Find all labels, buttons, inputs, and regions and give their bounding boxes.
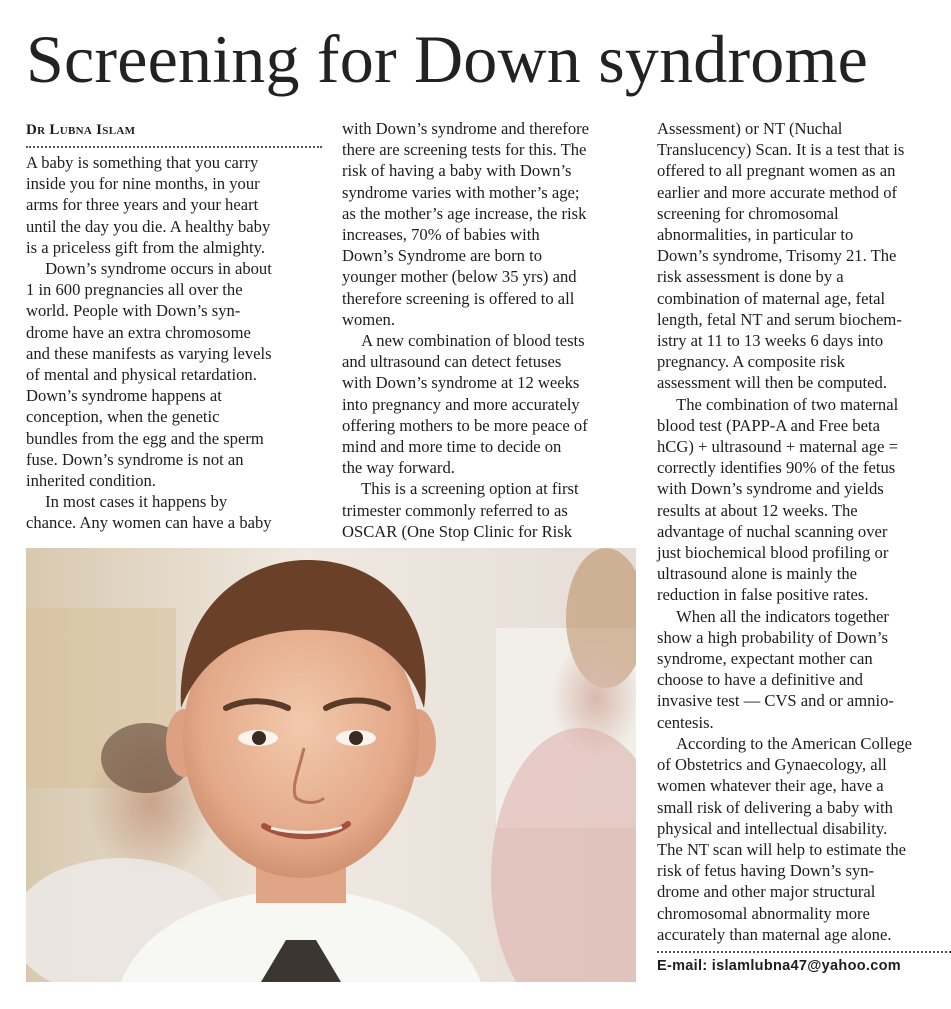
article-column-1 (26, 118, 322, 534)
text-line: reduction in false positive rates. (657, 585, 869, 605)
text-line: trimester commonly referred to as (342, 500, 568, 520)
text-line: the way forward. (342, 458, 455, 478)
text-line: pregnancy. A composite risk (657, 352, 845, 372)
text-line: syndrome varies with mother’s age; (342, 182, 580, 202)
text-line: accurately than maternal age alone. (657, 924, 892, 944)
article-column-2 (342, 118, 636, 542)
text-line: with Down’s syndrome and yields (657, 479, 884, 499)
text-line: Down’s Syndrome are born to (342, 246, 543, 266)
text-line: show a high probability of Down’s (657, 627, 888, 647)
text-line: advantage of nuchal scanning over (657, 521, 888, 541)
column-1-text (26, 152, 322, 534)
text-line: conception, when the genetic (26, 407, 220, 427)
text-line: abnormalities, in particular to (657, 225, 854, 245)
text-line: bundles from the egg and the sperm (26, 428, 264, 448)
text-line: and these manifests as varying levels (26, 343, 272, 363)
text-line: earlier and more accurate method of (657, 182, 898, 202)
text-line: hCG) + ultrasound + maternal age = (657, 437, 898, 457)
text-line: ultrasound alone is mainly the (657, 564, 858, 584)
text-line: chromosomal abnormality more (657, 903, 870, 923)
text-line: mind and more time to decide on (342, 437, 562, 457)
text-line: invasive test — CVS and or amnio- (657, 691, 894, 711)
text-line: Down’s syndrome happens at (26, 386, 222, 406)
text-line: istry at 11 to 13 weeks 6 days into (657, 331, 884, 351)
text-line: screening for chromosomal (657, 203, 839, 223)
text-line: fuse. Down’s syndrome is not an (26, 449, 244, 469)
text-line: OSCAR (One Stop Clinic for Risk (342, 521, 573, 541)
text-line: results at about 12 weeks. The (657, 500, 858, 520)
text-line: Translucency) Scan. It is a test that is (657, 140, 905, 160)
text-line: Down’s syndrome, Trisomy 21. The (657, 246, 897, 266)
text-line: arms for three years and your heart (26, 195, 259, 215)
text-line: choose to have a definitive and (657, 670, 863, 690)
text-line: inherited condition. (26, 471, 156, 491)
text-line: just biochemical blood profiling or (657, 543, 889, 563)
text-line: women whatever their age, have a (657, 776, 884, 796)
text-line: Assessment) or NT (Nuchal (657, 119, 843, 138)
text-line: until the day you die. A healthy baby (26, 216, 271, 236)
text-line: with Down’s syndrome at 12 weeks (342, 373, 580, 393)
text-line: offering mothers to be more peace of (342, 415, 588, 435)
text-line: Down’s syndrome occurs in about (45, 259, 272, 279)
byline-divider (26, 146, 322, 148)
text-line: This is a screening option at first (361, 479, 579, 499)
text-line: world. People with Down’s syn- (26, 301, 241, 321)
text-line: combination of maternal age, fetal (657, 288, 886, 308)
text-line: small risk of delivering a baby with (657, 797, 893, 817)
text-line: risk assessment is done by a (657, 267, 844, 287)
text-line: and ultrasound can detect fetuses (342, 352, 562, 372)
text-line: According to the American College (676, 733, 913, 753)
text-line: of Obstetrics and Gynaecology, all (657, 755, 887, 775)
text-line: therefore screening is offered to all (342, 288, 575, 308)
article-photo (26, 548, 636, 982)
text-line: with Down’s syndrome and therefore (342, 119, 590, 138)
article-column-3 (657, 118, 951, 977)
text-line: offered to all pregnant women as an (657, 161, 896, 181)
photo-illustration (26, 548, 636, 982)
article-headline: Screening for Down syndrome (26, 21, 868, 97)
text-line: drome and other major structural (657, 882, 876, 902)
text-line: as the mother’s age increase, the risk (342, 203, 587, 223)
text-line: The NT scan will help to estimate the (657, 839, 906, 859)
text-line: physical and intellectual disability. (657, 818, 888, 838)
text-line: centesis. (657, 712, 714, 732)
text-line: women. (342, 309, 395, 329)
text-line: of mental and physical retardation. (26, 365, 257, 385)
text-line: there are screening tests for this. The (342, 140, 587, 160)
text-line: In most cases it happens by (45, 492, 228, 512)
footer-divider (657, 951, 951, 953)
text-line: A baby is something that you carry (26, 153, 259, 172)
text-line: inside you for nine months, in your (26, 174, 260, 194)
text-line: The combination of two maternal (676, 394, 899, 414)
byline: Dr Lubna Islam (26, 122, 136, 138)
text-line: blood test (PAPP-A and Free beta (657, 415, 880, 435)
text-line: A new combination of blood tests (361, 331, 585, 351)
text-line: younger mother (below 35 yrs) and (342, 267, 577, 287)
text-line: increases, 70% of babies with (342, 225, 540, 245)
text-line: correctly identifies 90% of the fetus (657, 458, 896, 478)
text-line: When all the indicators together (676, 606, 889, 626)
author-email: E-mail: islamlubna47@yahoo.com (657, 957, 901, 974)
text-line: into pregnancy and more accurately (342, 394, 580, 414)
text-line: syndrome, expectant mother can (657, 649, 873, 669)
text-line: drome have an extra chromosome (26, 322, 251, 342)
text-line: is a priceless gift from the almighty. (26, 237, 266, 257)
text-line: chance. Any women can have a baby (26, 513, 272, 533)
text-line: length, fetal NT and serum biochem- (657, 309, 902, 329)
text-line: assessment will then be computed. (657, 373, 887, 393)
text-line: 1 in 600 pregnancies all over the (26, 280, 243, 300)
text-line: risk of having a baby with Down’s (342, 161, 572, 181)
text-line: risk of fetus having Down’s syn- (657, 861, 875, 881)
